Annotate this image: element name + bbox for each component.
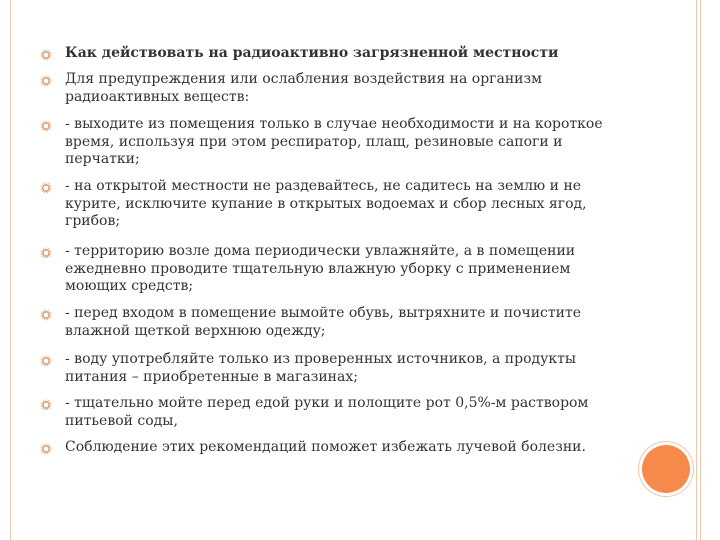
ring-bullet-icon	[40, 355, 52, 367]
ring-bullet-icon	[40, 309, 52, 321]
left-frame-line	[10, 0, 11, 540]
ring-bullet-icon	[40, 120, 52, 132]
list-item-text: - воду употребляйте только из проверенных источников, а продукты питания – приобретенные в магазинах;	[65, 351, 577, 385]
list-item-text: - территорию возле дома периодически увлажняйте, а в помещении ежедневно проводите тщательную влажную уборку с применением моющих средств;	[65, 243, 576, 294]
list-item-text: - тщательно мойте перед едой руки и полощите рот 0,5%-м раствором питьевой соды,	[65, 395, 589, 429]
list-item-text: Для предупреждения или ослабления воздействия на организм радиоактивных веществ:	[65, 71, 543, 105]
ring-bullet-icon	[40, 75, 52, 87]
decorative-orange-circle	[642, 445, 690, 493]
list-item-text: Соблюдение этих рекомендаций поможет избежать лучевой болезни.	[65, 439, 586, 455]
list-item-text: - выходите из помещения только в случае необходимости и на короткое время, используя при этом респиратор, плащ, резиновые сапоги и перчатки;	[65, 116, 603, 167]
heading-text: Как действовать на радиоактивно загрязненной местности	[65, 45, 559, 61]
right-frame-line-outer	[696, 0, 697, 540]
ring-bullet-icon	[40, 443, 52, 455]
ring-bullet-icon	[40, 399, 52, 411]
ring-bullet-icon	[40, 49, 52, 61]
right-frame-line-inner	[700, 0, 701, 540]
list-item-text: - на открытой местности не раздевайтесь, не садитесь на землю и не курите, исключите купание в открытых водоемах и сбор лесных ягод, грибов;	[65, 178, 587, 229]
ring-bullet-icon	[40, 247, 52, 259]
ring-bullet-icon	[40, 182, 52, 194]
list-item-text: - перед входом в помещение вымойте обувь, вытряхните и почистите влажной щеткой верхнюю одежду;	[65, 305, 582, 339]
